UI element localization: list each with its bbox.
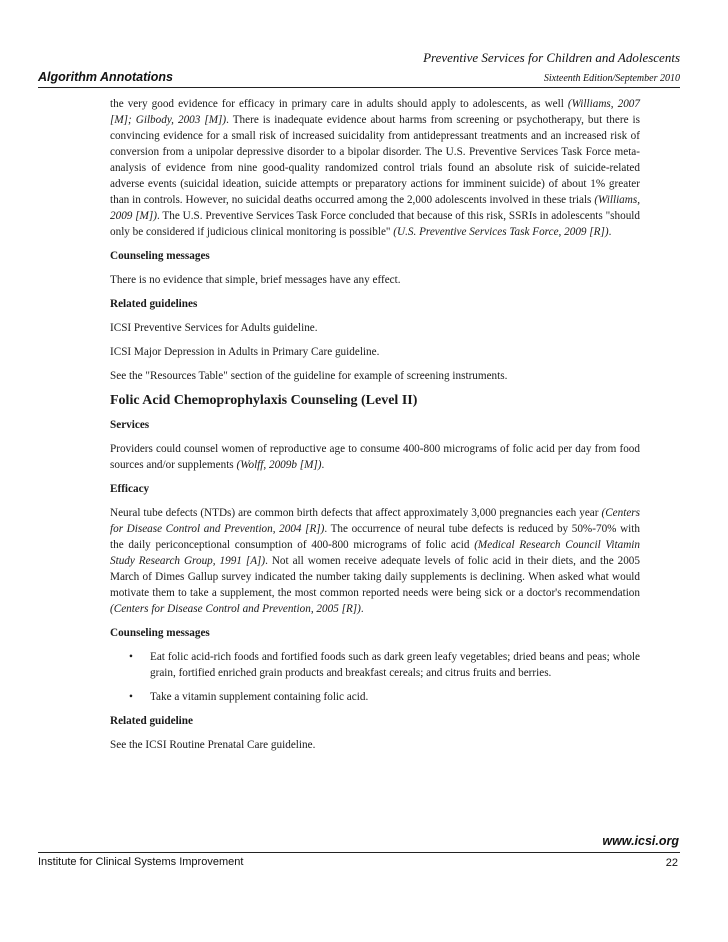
services-paragraph: Providers could counsel women of reproductive age to consume 400-800 micrograms of folic acid per day from food sources and/or supplements (Wolff, 2009b [M]).: [110, 443, 640, 471]
citation: (U.S. Preventive Services Task Force, 2009 [R]): [393, 226, 609, 238]
efficacy-heading: Efficacy: [110, 483, 150, 495]
related-guideline-heading: Related guideline: [110, 715, 193, 727]
counseling-messages-heading: Counseling messages: [110, 250, 210, 262]
related-guideline-item: ICSI Major Depression in Adults in Primary Care guideline.: [110, 346, 380, 358]
running-header-title: Preventive Services for Children and Adolescents: [423, 50, 680, 65]
citation: (Williams, 2009 [M]): [110, 194, 640, 222]
related-guidelines-heading: Related guidelines: [110, 298, 198, 310]
citation: (Centers for Disease Control and Prevention, 2005 [R]): [110, 603, 361, 615]
depression-evidence-paragraph: the very good evidence for efficacy in primary care in adults should apply to adolescents, as well (Williams, 2007 [M]; Gilbody, 2003 [M]). There is inadequate evidence about harms from screening or psychotherapy, but there is convincing evidence for a small risk of increased suicidality from antidepressant treatments and an increased risk of conversion from a unipolar depressive disorder to a bipolar disorder. The U.S. Preventive Services Task Force meta-analysis of evidence from nine good-quality randomized control trials found an absolute risk of suicide-related adverse events (suicidal ideation, suicide attempts or preparatory actions for imminent suicide) of about 1% greater than in controls. However, no suicidal deaths occurred among the 2,000 adolescents involved in these trials (Williams, 2009 [M]). The U.S. Preventive Services Task Force concluded that because of this risk, SSRIs in adolescents "should only be considered if judicious clinical monitoring is possible" (U.S. Preventive Services Task Force, 2009 [R]).: [110, 98, 640, 238]
citation: (Centers for Disease Control and Prevention, 2004 [R]): [110, 507, 640, 535]
related-guideline-item: ICSI Preventive Services for Adults guideline.: [110, 322, 318, 334]
counseling-bullet-list: [110, 649, 640, 705]
bullet-icon: •: [129, 651, 133, 663]
folic-acid-section-heading: Folic Acid Chemoprophylaxis Counseling (Level II): [110, 393, 418, 408]
citation: (Medical Research Council Vitamin Study Research Group, 1991 [A]): [110, 539, 641, 567]
related-guideline-item: See the ICSI Routine Prenatal Care guideline.: [110, 739, 316, 751]
section-label: Algorithm Annotations: [38, 70, 173, 84]
citation: (Wolff, 2009b [M]): [236, 459, 322, 471]
efficacy-paragraph: Neural tube defects (NTDs) are common birth defects that affect approximately 3,000 pregnancies each year (Centers for Disease Control and Prevention, 2004 [R]). The occurrence of neural tube defects is reduced by 50%-70% with the daily periconceptional consumption of 400-800 micrograms of folic acid (Medical Research Council Vitamin Study Research Group, 1991 [A]). Not all women receive adequate levels of folic acid in their diets, and the 2005 March of Dimes Gallup survey indicated the number taking daily supplements is declining. When asked what would motivate them to take a supplement, the most common reported needs were being sick or a doctor's recommendation (Centers for Disease Control and Prevention, 2005 [R]).: [110, 507, 641, 615]
list-item: • Eat folic acid-rich foods and fortified foods such as dark green leafy vegetables; dried beans and peas; whole grain, fortified enriched grain products and breakfast cereals; and citrus fruits and berries.: [129, 651, 640, 679]
organization-name: Institute for Clinical Systems Improvement: [38, 856, 244, 868]
page-number: 22: [665, 857, 678, 869]
header-divider: [38, 87, 680, 88]
related-guideline-item: See the "Resources Table" section of the guideline for example of screening instruments.: [110, 370, 508, 382]
citation: (Williams, 2007 [M]; Gilbody, 2003 [M]): [110, 98, 640, 126]
edition-label: Sixteenth Edition/September 2010: [543, 73, 680, 84]
list-item: • Take a vitamin supplement containing folic acid.: [129, 691, 369, 703]
services-heading: Services: [110, 419, 150, 431]
website-link[interactable]: www.icsi.org: [602, 834, 679, 848]
counseling-messages-text: There is no evidence that simple, brief messages have any effect.: [110, 274, 401, 286]
bullet-icon: •: [129, 691, 133, 703]
footer-divider: [38, 852, 680, 853]
counseling-messages-heading: Counseling messages: [110, 627, 210, 639]
main-content: [110, 96, 640, 761]
